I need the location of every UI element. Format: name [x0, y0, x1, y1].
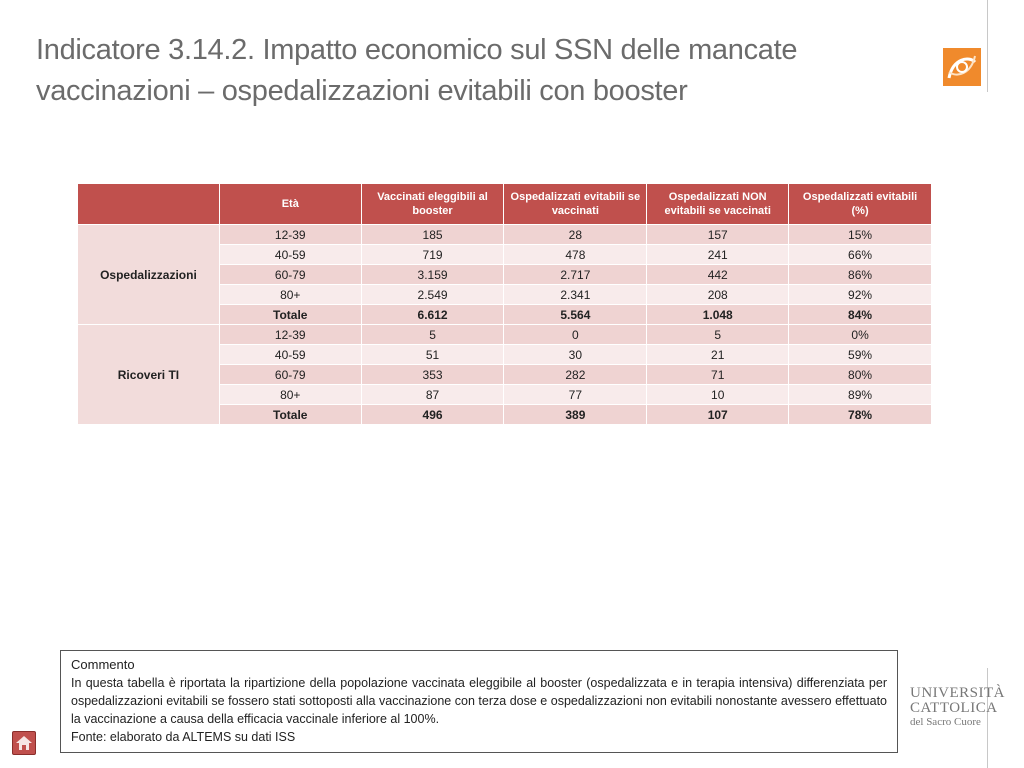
cell-non-evitabili: 208	[647, 285, 789, 305]
cell-eleggibili: 496	[361, 405, 504, 425]
table-header-row	[78, 184, 932, 225]
university-line3: del Sacro Cuore	[910, 716, 981, 728]
cell-evitabili: 282	[504, 365, 647, 385]
cell-non-evitabili: 442	[647, 265, 789, 285]
comment-source: Fonte: elaborato da ALTEMS su dati ISS	[71, 730, 296, 744]
cell-eta: Totale	[219, 405, 361, 425]
cell-evitabili: 77	[504, 385, 647, 405]
cell-eleggibili: 51	[361, 345, 504, 365]
column-header: Età	[219, 184, 361, 225]
cell-eleggibili: 5	[361, 325, 504, 345]
page-title: Indicatore 3.14.2. Impatto economico sul SSN delle mancate vaccinazioni – ospedalizzazioni evitabili con booster	[36, 34, 798, 107]
comment-text: In questa tabella è riportata la ripartizione della popolazione vaccinata eleggibile al booster (ospedalizzata e in terapia intensiva) differenziata per ospedalizzazioni evitabili se fossero stati sottoposti alla vaccinazione con terza dose e ospedalizzazioni non evitabili nonostante avessero effettuato la vaccinazione a causa della efficacia vaccinale inferiore al 100%.	[71, 676, 887, 726]
cell-pct: 86%	[789, 265, 932, 285]
column-header: Ospedalizzati evitabili (%)	[789, 184, 932, 225]
cell-pct: 78%	[789, 405, 932, 425]
cell-evitabili: 0	[504, 325, 647, 345]
cell-pct: 80%	[789, 365, 932, 385]
cell-evitabili: 2.341	[504, 285, 647, 305]
data-table	[77, 183, 932, 425]
group-label: Ospedalizzazioni	[78, 225, 220, 325]
group-label: Ricoveri TI	[78, 325, 220, 425]
cell-eleggibili: 3.159	[361, 265, 504, 285]
cell-eta: 12-39	[219, 325, 361, 345]
cell-evitabili: 2.717	[504, 265, 647, 285]
cell-pct: 89%	[789, 385, 932, 405]
cell-non-evitabili: 5	[647, 325, 789, 345]
altems-logo-icon	[943, 48, 981, 86]
cell-pct: 66%	[789, 245, 932, 265]
cell-non-evitabili: 10	[647, 385, 789, 405]
cell-eleggibili: 185	[361, 225, 504, 245]
cell-evitabili: 5.564	[504, 305, 647, 325]
cell-non-evitabili: 1.048	[647, 305, 789, 325]
table-row	[78, 225, 932, 245]
university-line1: UNIVERSITÀ	[910, 685, 1005, 701]
cell-eleggibili: 6.612	[361, 305, 504, 325]
cell-eleggibili: 87	[361, 385, 504, 405]
cell-eta: Totale	[219, 305, 361, 325]
cell-pct: 92%	[789, 285, 932, 305]
cell-evitabili: 389	[504, 405, 647, 425]
home-button[interactable]	[12, 731, 36, 755]
cell-evitabili: 28	[504, 225, 647, 245]
column-header: Ospedalizzati evitabili se vaccinati	[504, 184, 647, 225]
cell-pct: 0%	[789, 325, 932, 345]
cell-non-evitabili: 21	[647, 345, 789, 365]
cell-eleggibili: 2.549	[361, 285, 504, 305]
cell-eleggibili: 353	[361, 365, 504, 385]
column-header: Vaccinati eleggibili al booster	[361, 184, 504, 225]
home-icon	[13, 732, 35, 754]
cell-pct: 15%	[789, 225, 932, 245]
divider-line-top	[987, 0, 988, 92]
cell-eta: 60-79	[219, 365, 361, 385]
cell-non-evitabili: 107	[647, 405, 789, 425]
cell-eta: 80+	[219, 385, 361, 405]
cell-pct: 59%	[789, 345, 932, 365]
cell-eta: 80+	[219, 285, 361, 305]
comment-heading: Commento	[71, 657, 135, 672]
cell-non-evitabili: 71	[647, 365, 789, 385]
cell-eta: 12-39	[219, 225, 361, 245]
cell-non-evitabili: 157	[647, 225, 789, 245]
cell-evitabili: 478	[504, 245, 647, 265]
table-row	[78, 325, 932, 345]
university-line2: CATTOLICA	[910, 700, 998, 716]
column-header	[78, 184, 220, 225]
comment-box	[60, 650, 898, 753]
cell-eleggibili: 719	[361, 245, 504, 265]
cell-eta: 60-79	[219, 265, 361, 285]
cell-eta: 40-59	[219, 245, 361, 265]
university-logo	[910, 685, 1005, 729]
column-header: Ospedalizzati NON evitabili se vaccinati	[647, 184, 789, 225]
cell-evitabili: 30	[504, 345, 647, 365]
cell-pct: 84%	[789, 305, 932, 325]
cell-non-evitabili: 241	[647, 245, 789, 265]
cell-eta: 40-59	[219, 345, 361, 365]
